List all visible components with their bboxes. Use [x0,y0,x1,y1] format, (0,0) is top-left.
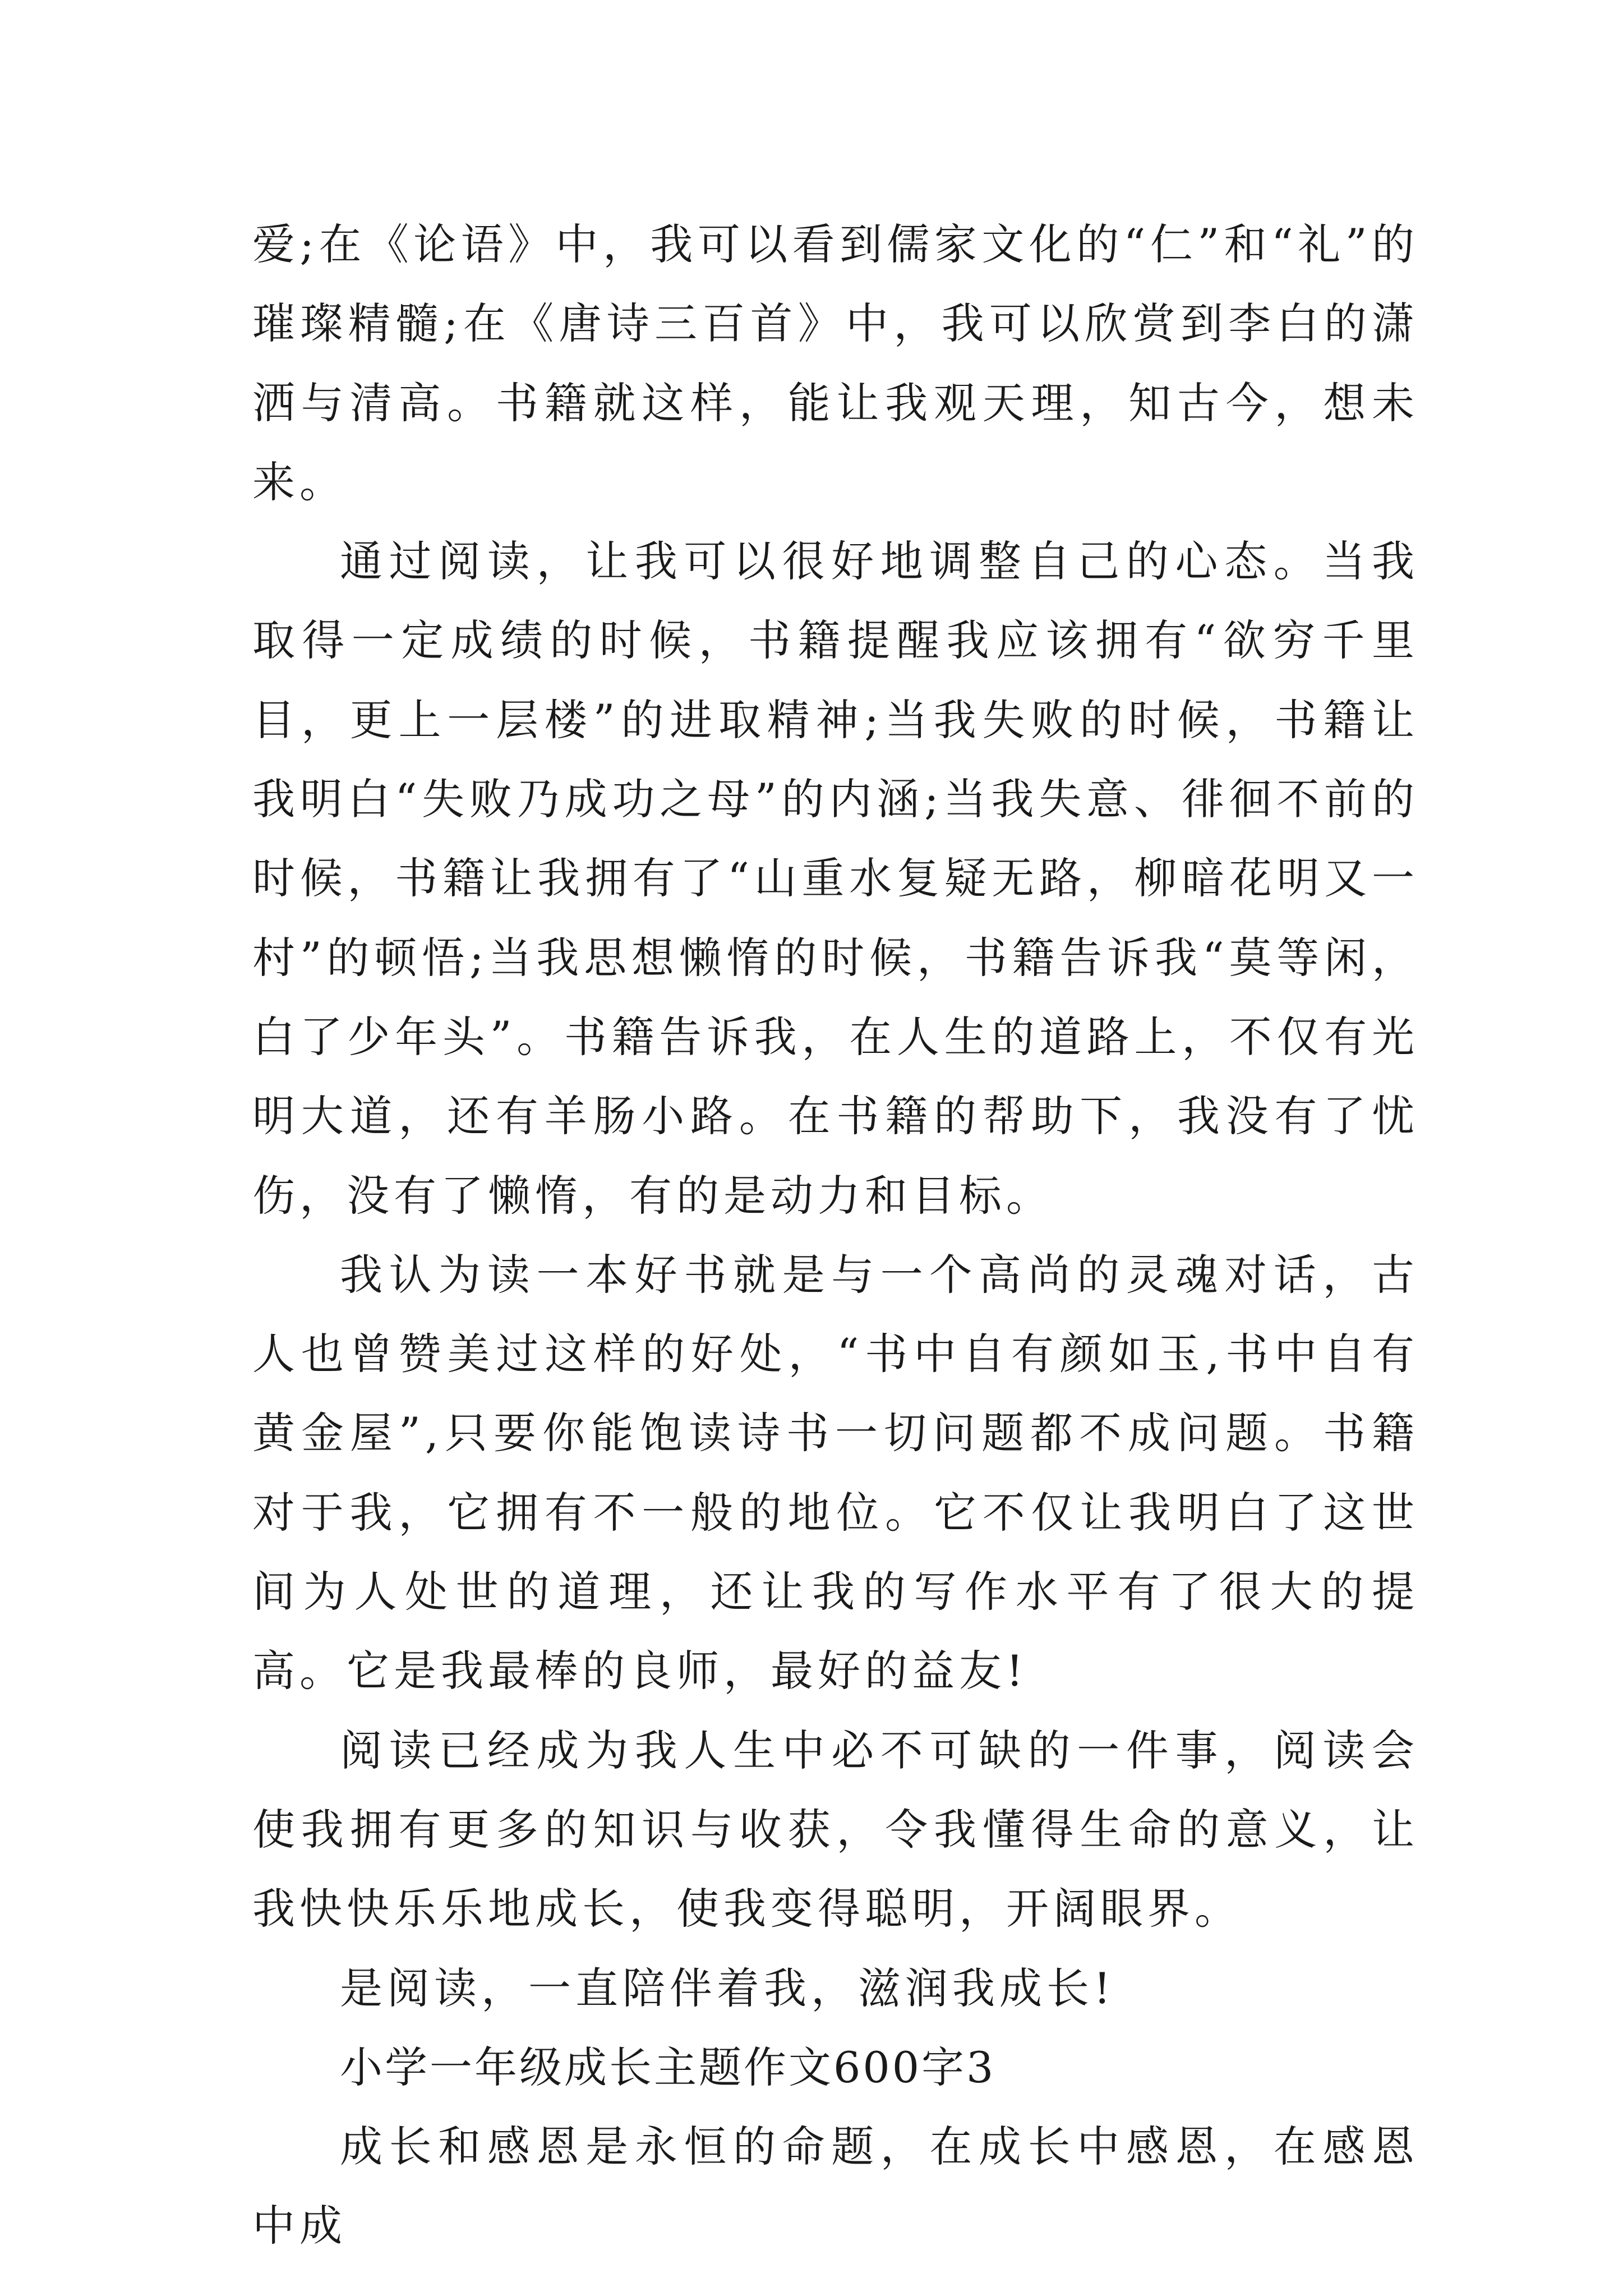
paragraph-5: 是阅读，一直陪伴着我，滋润我成长! [340,1963,1115,2013]
paragraph-6: 成长和感恩是永恒的命题，在成长中感恩，在感恩中成 [252,2122,1419,2251]
paragraph-4: 阅读已经成为我人生中必不可缺的一件事，阅读会使我拥有更多的知识与收获，令我懂得生命的意义，让我快快乐乐地成长，使我变得聪明，开阔眼界。 [252,1725,1419,1934]
section-heading: 小学一年级成长主题作文600字3 [340,2042,996,2092]
document-body [252,205,1419,2266]
paragraph-1: 爱;在《论语》中，我可以看到儒家文化的“仁”和“礼”的璀璨精髓;在《唐诗三百首》中，我可以欣赏到李白的潇洒与清高。书籍就这样，能让我观天理，知古今，想未来。 [252,219,1419,507]
paragraph-3: 我认为读一本好书就是与一个高尚的灵魂对话，古人也曾赞美过这样的好处，“书中自有颜如玉,书中自有黄金屋”,只要你能饱读诗书一切问题都不成问题。书籍对于我，它拥有不一般的地位。它不仅让我明白了这世间为人处世的道理，还让我的写作水平有了很大的提高。它是我最棒的良师，最好的益友! [252,1249,1419,1696]
paragraph-2: 通过阅读，让我可以很好地调整自己的心态。当我取得一定成绩的时候，书籍提醒我应该拥有“欲穷千里目，更上一层楼”的进取精神;当我失败的时候，书籍让我明白“失败乃成功之母”的内涵;当我失意、徘徊不前的时候，书籍让我拥有了“山重水复疑无路，柳暗花明又一村”的顿悟;当我思想懒惰的时候，书籍告诉我“莫等闲，白了少年头”。书籍告诉我，在人生的道路上，不仅有光明大道，还有羊肠小路。在书籍的帮助下，我没有了忧伤，没有了懒惰，有的是动力和目标。 [252,536,1419,1221]
